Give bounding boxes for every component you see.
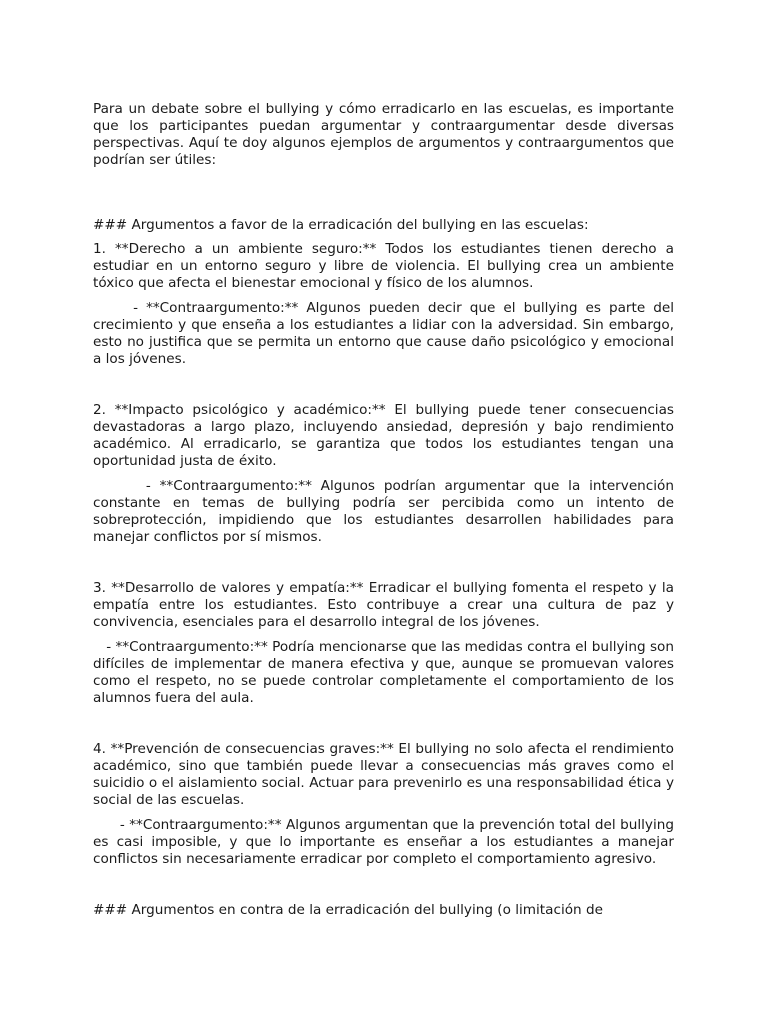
intro-paragraph: Para un debate sobre el bullying y cómo erradicarlo en las escuelas, es importante que los participantes puedan argumentar y contraargumentar desde diversas perspectivas. Aquí te doy algunos ejemplos de argumentos y contraargumentos que podrían ser útiles: bbox=[93, 101, 679, 168]
counterargument-4: - **Contraargumento:** Algunos argumentan que la prevención total del bullying es casi imposible, y que lo importante es enseñar a los estudiantes a manejar conflictos sin necesariamente erradicar por completo el comportamiento agresivo. bbox=[93, 817, 679, 867]
argument-2: 2. **Impacto psicológico y académico:** El bullying puede tener consecuencias devastadoras a largo plazo, incluyendo ansiedad, depresión y bajo rendimiento académico. Al erradicarlo, se garantiza que todos los estudiantes tengan una oportunidad justa de éxito. bbox=[93, 402, 679, 469]
counterargument-1: - **Contraargumento:** Algunos pueden decir que el bullying es parte del crecimiento y que enseña a los estudiantes a lidiar con la adversidad. Sin embargo, esto no justifica que se permita un entorno que cause daño psicológico y emocional a los jóvenes. bbox=[93, 300, 679, 367]
argument-4: 4. **Prevención de consecuencias graves:** El bullying no solo afecta el rendimiento académico, sino que también puede llevar a consecuencias más graves como el suicidio o el aislamiento social. Actuar para prevenirlo es una responsabilidad ética y social de las escuelas. bbox=[93, 741, 679, 808]
counterargument-3: - **Contraargumento:** Podría mencionarse que las medidas contra el bullying son difíciles de implementar de manera efectiva y que, aunque se promuevan valores como el respeto, no se puede controlar completamente el comportamiento de los alumnos fuera del aula. bbox=[93, 639, 679, 706]
document-page bbox=[93, 101, 679, 919]
section-heading-favor: ### Argumentos a favor de la erradicación del bullying en las escuelas: bbox=[93, 217, 589, 233]
section-heading-contra: ### Argumentos en contra de la erradicación del bullying (o limitación de bbox=[93, 902, 603, 918]
argument-3: 3. **Desarrollo de valores y empatía:** Erradicar el bullying fomenta el respeto y la empatía entre los estudiantes. Esto contribuye a crear una cultura de paz y convivencia, esenciales para el desarrollo integral de los jóvenes. bbox=[93, 580, 679, 630]
argument-1: 1. **Derecho a un ambiente seguro:** Todos los estudiantes tienen derecho a estudiar en un entorno seguro y libre de violencia. El bullying crea un ambiente tóxico que afecta el bienestar emocional y físico de los alumnos. bbox=[93, 241, 679, 291]
counterargument-2: - **Contraargumento:** Algunos podrían argumentar que la intervención constante en temas de bullying podría ser percibida como un intento de sobreprotección, impidiendo que los estudiantes desarrollen habilidades para manejar conflictos por sí mismos. bbox=[93, 478, 679, 545]
